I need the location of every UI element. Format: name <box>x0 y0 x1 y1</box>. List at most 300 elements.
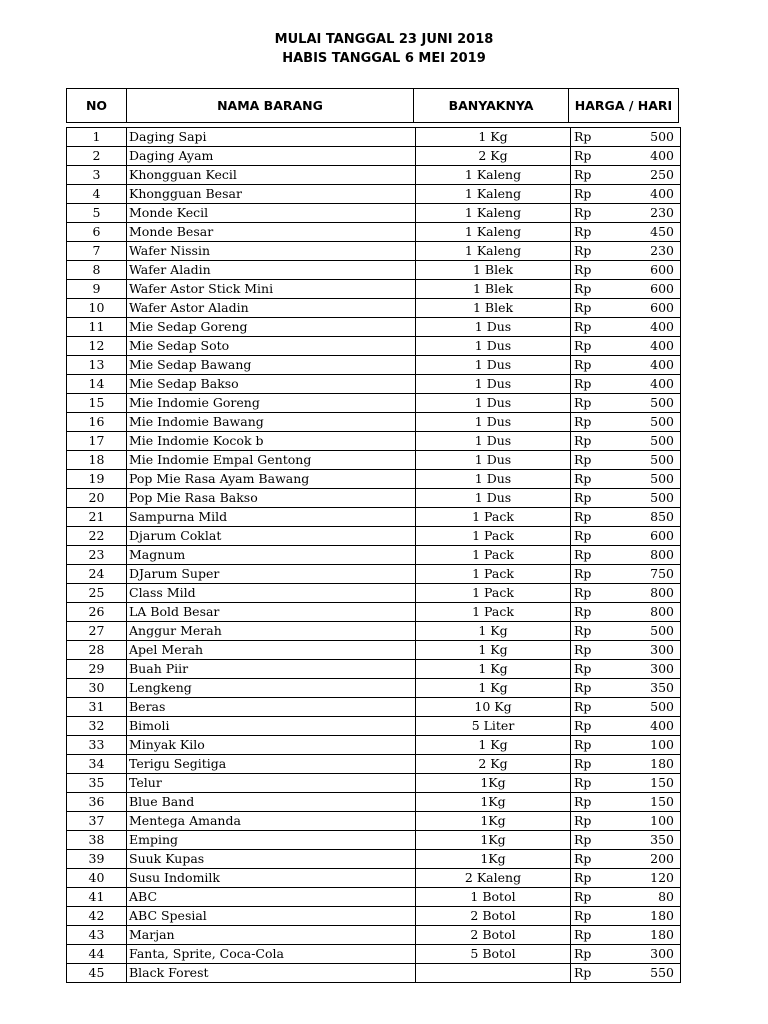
item-price: 600 <box>650 281 674 296</box>
currency-label: Rp <box>574 661 592 676</box>
item-quantity: 1 Kaleng <box>416 166 571 185</box>
item-number: 36 <box>67 793 127 812</box>
currency-label: Rp <box>574 718 592 733</box>
item-number: 25 <box>67 584 127 603</box>
item-number: 10 <box>67 299 127 318</box>
currency-label: Rp <box>574 623 592 638</box>
item-number: 24 <box>67 565 127 584</box>
item-number: 30 <box>67 679 127 698</box>
price-wrapper <box>571 128 680 146</box>
item-price: 180 <box>650 908 674 923</box>
table-row <box>67 299 681 318</box>
item-price-cell <box>571 470 681 489</box>
item-price-cell <box>571 660 681 679</box>
item-price-cell <box>571 261 681 280</box>
item-name: Mie Sedap Goreng <box>127 318 416 337</box>
item-quantity: 1 Blek <box>416 261 571 280</box>
table-row <box>67 812 681 831</box>
price-wrapper <box>571 451 680 469</box>
item-quantity: 1 Kaleng <box>416 185 571 204</box>
item-price: 230 <box>650 243 674 258</box>
price-wrapper <box>571 147 680 165</box>
item-price: 500 <box>650 129 674 144</box>
currency-label: Rp <box>574 414 592 429</box>
currency-label: Rp <box>574 946 592 961</box>
item-number: 44 <box>67 945 127 964</box>
item-name: Wafer Aladin <box>127 261 416 280</box>
table-row <box>67 432 681 451</box>
item-price-cell <box>571 128 681 147</box>
item-quantity: 1Kg <box>416 812 571 831</box>
item-number: 1 <box>67 128 127 147</box>
currency-label: Rp <box>574 509 592 524</box>
item-quantity: 1 Pack <box>416 603 571 622</box>
item-price: 400 <box>650 148 674 163</box>
currency-label: Rp <box>574 376 592 391</box>
currency-label: Rp <box>574 471 592 486</box>
item-number: 17 <box>67 432 127 451</box>
item-price: 350 <box>650 680 674 695</box>
item-name: Fanta, Sprite, Coca-Cola <box>127 945 416 964</box>
item-price: 150 <box>650 794 674 809</box>
column-header-no: NO <box>67 89 127 123</box>
table-row <box>67 546 681 565</box>
item-price-cell <box>571 565 681 584</box>
item-number: 6 <box>67 223 127 242</box>
item-name: Suuk Kupas <box>127 850 416 869</box>
item-price-cell <box>571 356 681 375</box>
item-name: Wafer Nissin <box>127 242 416 261</box>
item-number: 16 <box>67 413 127 432</box>
item-quantity: 1 Dus <box>416 375 571 394</box>
table-row <box>67 793 681 812</box>
price-wrapper <box>571 869 680 887</box>
price-wrapper <box>571 470 680 488</box>
item-price-cell <box>571 489 681 508</box>
item-number: 29 <box>67 660 127 679</box>
item-quantity: 5 Botol <box>416 945 571 964</box>
price-wrapper <box>571 584 680 602</box>
items-table <box>66 127 681 983</box>
table-row <box>67 774 681 793</box>
item-price: 180 <box>650 927 674 942</box>
item-quantity: 1 Kg <box>416 128 571 147</box>
table-header <box>66 88 679 123</box>
table-row <box>67 717 681 736</box>
item-price-cell <box>571 641 681 660</box>
item-price-cell <box>571 204 681 223</box>
item-quantity: 1 Botol <box>416 888 571 907</box>
item-price: 500 <box>650 395 674 410</box>
price-wrapper <box>571 489 680 507</box>
price-wrapper <box>571 660 680 678</box>
table-row <box>67 394 681 413</box>
item-price: 300 <box>650 946 674 961</box>
price-wrapper <box>571 717 680 735</box>
item-number: 19 <box>67 470 127 489</box>
item-name: Black Forest <box>127 964 416 983</box>
item-quantity: 1Kg <box>416 774 571 793</box>
item-number: 15 <box>67 394 127 413</box>
item-quantity: 1 Blek <box>416 299 571 318</box>
column-header-name: NAMA BARANG <box>127 89 414 123</box>
item-quantity: 1 Dus <box>416 413 571 432</box>
item-name: Terigu Segitiga <box>127 755 416 774</box>
table-row <box>67 280 681 299</box>
item-price-cell <box>571 242 681 261</box>
table-row <box>67 964 681 983</box>
price-wrapper <box>571 812 680 830</box>
table-row <box>67 527 681 546</box>
item-price: 500 <box>650 433 674 448</box>
item-quantity: 1 Kaleng <box>416 204 571 223</box>
item-price-cell <box>571 508 681 527</box>
table-row <box>67 375 681 394</box>
item-price: 600 <box>650 300 674 315</box>
item-quantity: 2 Botol <box>416 907 571 926</box>
table-row <box>67 736 681 755</box>
item-number: 45 <box>67 964 127 983</box>
currency-label: Rp <box>574 129 592 144</box>
item-name: Bimoli <box>127 717 416 736</box>
currency-label: Rp <box>574 680 592 695</box>
item-quantity: 2 Kg <box>416 147 571 166</box>
item-name: Mentega Amanda <box>127 812 416 831</box>
item-name: Mie Indomie Goreng <box>127 394 416 413</box>
table-row <box>67 147 681 166</box>
item-price: 400 <box>650 186 674 201</box>
item-price-cell <box>571 926 681 945</box>
item-number: 39 <box>67 850 127 869</box>
item-name: ABC <box>127 888 416 907</box>
currency-label: Rp <box>574 794 592 809</box>
item-name: Magnum <box>127 546 416 565</box>
item-name: Beras <box>127 698 416 717</box>
item-name: Mie Indomie Empal Gentong <box>127 451 416 470</box>
item-name: DJarum Super <box>127 565 416 584</box>
table-row <box>67 584 681 603</box>
currency-label: Rp <box>574 927 592 942</box>
item-price: 500 <box>650 471 674 486</box>
item-price: 230 <box>650 205 674 220</box>
item-price-cell <box>571 223 681 242</box>
item-quantity: 1 Dus <box>416 318 571 337</box>
item-quantity: 1 Kg <box>416 679 571 698</box>
item-price: 500 <box>650 623 674 638</box>
item-price-cell <box>571 793 681 812</box>
item-name: Wafer Astor Aladin <box>127 299 416 318</box>
items-table-body <box>67 128 681 983</box>
item-quantity: 1 Kg <box>416 660 571 679</box>
item-name: Khongguan Kecil <box>127 166 416 185</box>
item-price-cell <box>571 907 681 926</box>
item-name: Mie Sedap Bawang <box>127 356 416 375</box>
item-name: Daging Sapi <box>127 128 416 147</box>
item-quantity: 1 Pack <box>416 565 571 584</box>
item-price: 500 <box>650 452 674 467</box>
item-price: 500 <box>650 490 674 505</box>
price-wrapper <box>571 413 680 431</box>
currency-label: Rp <box>574 490 592 505</box>
price-wrapper <box>571 698 680 716</box>
table-row <box>67 622 681 641</box>
item-number: 23 <box>67 546 127 565</box>
currency-label: Rp <box>574 832 592 847</box>
item-price-cell <box>571 432 681 451</box>
price-wrapper <box>571 185 680 203</box>
table-row <box>67 907 681 926</box>
item-price: 800 <box>650 585 674 600</box>
price-wrapper <box>571 964 680 982</box>
price-wrapper <box>571 204 680 222</box>
currency-label: Rp <box>574 813 592 828</box>
item-number: 37 <box>67 812 127 831</box>
table-row <box>67 413 681 432</box>
item-price-cell <box>571 717 681 736</box>
item-name: Buah Piir <box>127 660 416 679</box>
item-number: 33 <box>67 736 127 755</box>
item-quantity: 1 Kg <box>416 622 571 641</box>
item-number: 11 <box>67 318 127 337</box>
table-row <box>67 888 681 907</box>
item-price-cell <box>571 736 681 755</box>
price-wrapper <box>571 546 680 564</box>
title-start-date: MULAI TANGGAL 23 JUNI 2018 <box>274 32 494 47</box>
currency-label: Rp <box>574 338 592 353</box>
price-wrapper <box>571 261 680 279</box>
header-row <box>67 89 679 123</box>
currency-label: Rp <box>574 585 592 600</box>
item-price-cell <box>571 299 681 318</box>
table-row <box>67 565 681 584</box>
price-wrapper <box>571 318 680 336</box>
item-price: 400 <box>650 357 674 372</box>
item-price: 400 <box>650 718 674 733</box>
item-price: 300 <box>650 661 674 676</box>
item-price-cell <box>571 413 681 432</box>
item-quantity: 1 Pack <box>416 508 571 527</box>
item-name: Mie Sedap Soto <box>127 337 416 356</box>
item-price: 180 <box>650 756 674 771</box>
item-price-cell <box>571 584 681 603</box>
table-row <box>67 603 681 622</box>
item-number: 7 <box>67 242 127 261</box>
price-wrapper <box>571 831 680 849</box>
item-price: 400 <box>650 319 674 334</box>
item-name: Mie Indomie Kocok b <box>127 432 416 451</box>
item-quantity: 10 Kg <box>416 698 571 717</box>
table-row <box>67 831 681 850</box>
table-row <box>67 755 681 774</box>
currency-label: Rp <box>574 300 592 315</box>
table-row <box>67 470 681 489</box>
item-name: Pop Mie Rasa Bakso <box>127 489 416 508</box>
item-number: 9 <box>67 280 127 299</box>
item-price: 400 <box>650 338 674 353</box>
item-quantity: 1Kg <box>416 793 571 812</box>
item-price-cell <box>571 850 681 869</box>
currency-label: Rp <box>574 699 592 714</box>
table-row <box>67 185 681 204</box>
item-name: Djarum Coklat <box>127 527 416 546</box>
item-price: 750 <box>650 566 674 581</box>
item-quantity: 5 Liter <box>416 717 571 736</box>
item-price: 850 <box>650 509 674 524</box>
item-name: Mie Indomie Bawang <box>127 413 416 432</box>
currency-label: Rp <box>574 604 592 619</box>
price-wrapper <box>571 223 680 241</box>
item-name: Blue Band <box>127 793 416 812</box>
price-wrapper <box>571 166 680 184</box>
item-price: 800 <box>650 604 674 619</box>
item-price-cell <box>571 375 681 394</box>
table-row <box>67 451 681 470</box>
item-quantity: 1 Dus <box>416 470 571 489</box>
item-quantity: 1 Dus <box>416 489 571 508</box>
currency-label: Rp <box>574 965 592 980</box>
price-wrapper <box>571 242 680 260</box>
currency-label: Rp <box>574 357 592 372</box>
table-row <box>67 261 681 280</box>
item-price: 100 <box>650 813 674 828</box>
table-row <box>67 204 681 223</box>
item-price-cell <box>571 603 681 622</box>
item-number: 18 <box>67 451 127 470</box>
item-price-cell <box>571 964 681 983</box>
currency-label: Rp <box>574 186 592 201</box>
item-price: 150 <box>650 775 674 790</box>
price-wrapper <box>571 280 680 298</box>
currency-label: Rp <box>574 889 592 904</box>
table-row <box>67 242 681 261</box>
item-price-cell <box>571 451 681 470</box>
item-price-cell <box>571 337 681 356</box>
item-number: 32 <box>67 717 127 736</box>
price-wrapper <box>571 755 680 773</box>
table-row <box>67 337 681 356</box>
currency-label: Rp <box>574 205 592 220</box>
item-name: ABC Spesial <box>127 907 416 926</box>
price-wrapper <box>571 356 680 374</box>
item-quantity: 1Kg <box>416 831 571 850</box>
item-price: 350 <box>650 832 674 847</box>
item-quantity: 1Kg <box>416 850 571 869</box>
item-number: 28 <box>67 641 127 660</box>
currency-label: Rp <box>574 908 592 923</box>
item-price-cell <box>571 831 681 850</box>
item-name: Monde Besar <box>127 223 416 242</box>
price-wrapper <box>571 736 680 754</box>
price-wrapper <box>571 299 680 317</box>
item-number: 8 <box>67 261 127 280</box>
table-row <box>67 223 681 242</box>
item-price: 450 <box>650 224 674 239</box>
table-row <box>67 641 681 660</box>
table-row <box>67 869 681 888</box>
item-number: 40 <box>67 869 127 888</box>
item-name: Minyak Kilo <box>127 736 416 755</box>
item-price-cell <box>571 147 681 166</box>
item-name: LA Bold Besar <box>127 603 416 622</box>
item-price: 80 <box>658 889 674 904</box>
item-name: Telur <box>127 774 416 793</box>
item-price: 500 <box>650 699 674 714</box>
currency-label: Rp <box>574 167 592 182</box>
currency-label: Rp <box>574 319 592 334</box>
item-number: 20 <box>67 489 127 508</box>
item-name: Lengkeng <box>127 679 416 698</box>
item-quantity: 1 Pack <box>416 584 571 603</box>
price-wrapper <box>571 774 680 792</box>
item-number: 26 <box>67 603 127 622</box>
item-name: Class Mild <box>127 584 416 603</box>
item-price-cell <box>571 888 681 907</box>
currency-label: Rp <box>574 262 592 277</box>
currency-label: Rp <box>574 547 592 562</box>
price-wrapper <box>571 926 680 944</box>
table-row <box>67 945 681 964</box>
title-end-date: HABIS TANGGAL 6 MEI 2019 <box>282 51 486 66</box>
table-row <box>67 356 681 375</box>
item-price-cell <box>571 698 681 717</box>
item-number: 3 <box>67 166 127 185</box>
item-name: Apel Merah <box>127 641 416 660</box>
price-wrapper <box>571 641 680 659</box>
item-price-cell <box>571 280 681 299</box>
currency-label: Rp <box>574 642 592 657</box>
currency-label: Rp <box>574 224 592 239</box>
price-wrapper <box>571 375 680 393</box>
price-wrapper <box>571 394 680 412</box>
item-price: 550 <box>650 965 674 980</box>
item-quantity: 2 Botol <box>416 926 571 945</box>
table-row <box>67 128 681 147</box>
currency-label: Rp <box>574 756 592 771</box>
item-number: 38 <box>67 831 127 850</box>
column-header-price: HARGA / HARI <box>569 89 679 123</box>
price-wrapper <box>571 793 680 811</box>
table-row <box>67 166 681 185</box>
price-wrapper <box>571 945 680 963</box>
item-price-cell <box>571 527 681 546</box>
item-quantity: 1 Kg <box>416 736 571 755</box>
item-price: 200 <box>650 851 674 866</box>
item-quantity: 1 Kaleng <box>416 223 571 242</box>
item-price: 500 <box>650 414 674 429</box>
item-price-cell <box>571 546 681 565</box>
currency-label: Rp <box>574 566 592 581</box>
table-row <box>67 508 681 527</box>
item-price: 120 <box>650 870 674 885</box>
item-price: 250 <box>650 167 674 182</box>
item-number: 22 <box>67 527 127 546</box>
item-quantity: 1 Dus <box>416 337 571 356</box>
item-price-cell <box>571 774 681 793</box>
item-price: 400 <box>650 376 674 391</box>
item-name: Anggur Merah <box>127 622 416 641</box>
currency-label: Rp <box>574 775 592 790</box>
price-wrapper <box>571 508 680 526</box>
price-wrapper <box>571 432 680 450</box>
item-number: 14 <box>67 375 127 394</box>
currency-label: Rp <box>574 737 592 752</box>
item-quantity: 1 Kg <box>416 641 571 660</box>
currency-label: Rp <box>574 395 592 410</box>
item-quantity: 1 Dus <box>416 394 571 413</box>
price-wrapper <box>571 679 680 697</box>
currency-label: Rp <box>574 528 592 543</box>
item-price: 100 <box>650 737 674 752</box>
